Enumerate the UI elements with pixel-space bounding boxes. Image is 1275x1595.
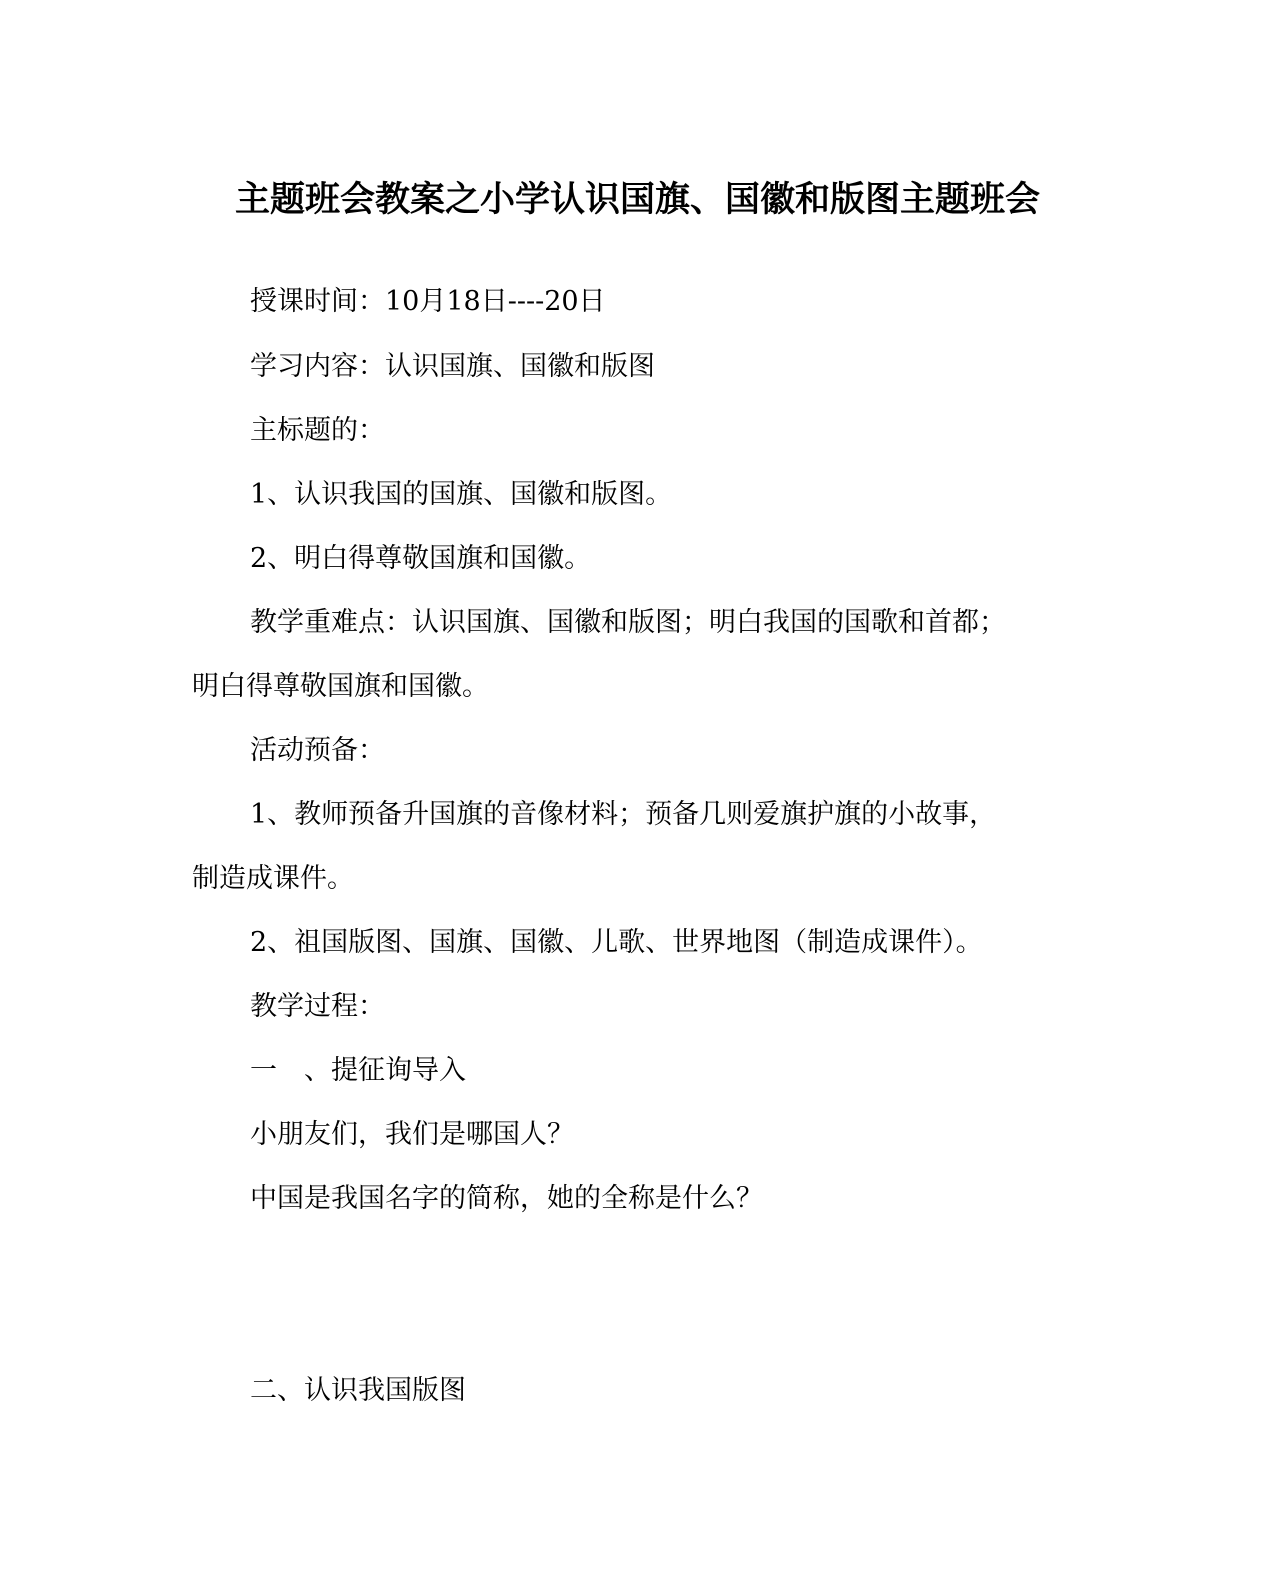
prep-item-2: 2、祖国版图、国旗、国徽、儿歌、世界地图（制造成课件）。 <box>250 927 983 958</box>
question-line-2: 中国是我国名字的简称，她的全称是什么？ <box>250 1183 763 1214</box>
section-two-heading: 二、认识我国版图 <box>250 1375 466 1406</box>
teaching-time-line: 授课时间：10月18日----20日 <box>250 286 606 317</box>
section-one-heading: 一 、提征询导入 <box>250 1055 466 1086</box>
teaching-process-heading: 教学过程： <box>250 991 385 1022</box>
goal-item-2: 2、明白得尊敬国旗和国徽。 <box>250 543 592 574</box>
key-points-line: 教学重难点：认识国旗、国徽和版图；明白我国的国歌和首都； <box>250 607 1006 638</box>
goal-item-1: 1、认识我国的国旗、国徽和版图。 <box>250 479 673 510</box>
prep-item-1: 1、教师预备升国旗的音像材料；预备几则爱旗护旗的小故事， <box>250 799 997 830</box>
learning-content-line: 学习内容：认识国旗、国徽和版图 <box>250 351 655 382</box>
prep-item-1-continuation: 制造成课件。 <box>192 863 354 894</box>
key-points-continuation: 明白得尊敬国旗和国徽。 <box>192 671 489 702</box>
question-line-1: 小朋友们，我们是哪国人？ <box>250 1119 574 1150</box>
main-goal-heading: 主标题的： <box>250 415 385 446</box>
activity-prep-heading: 活动预备： <box>250 735 385 766</box>
document-title: 主题班会教案之小学认识国旗、国徽和版图主题班会 <box>234 179 1040 220</box>
